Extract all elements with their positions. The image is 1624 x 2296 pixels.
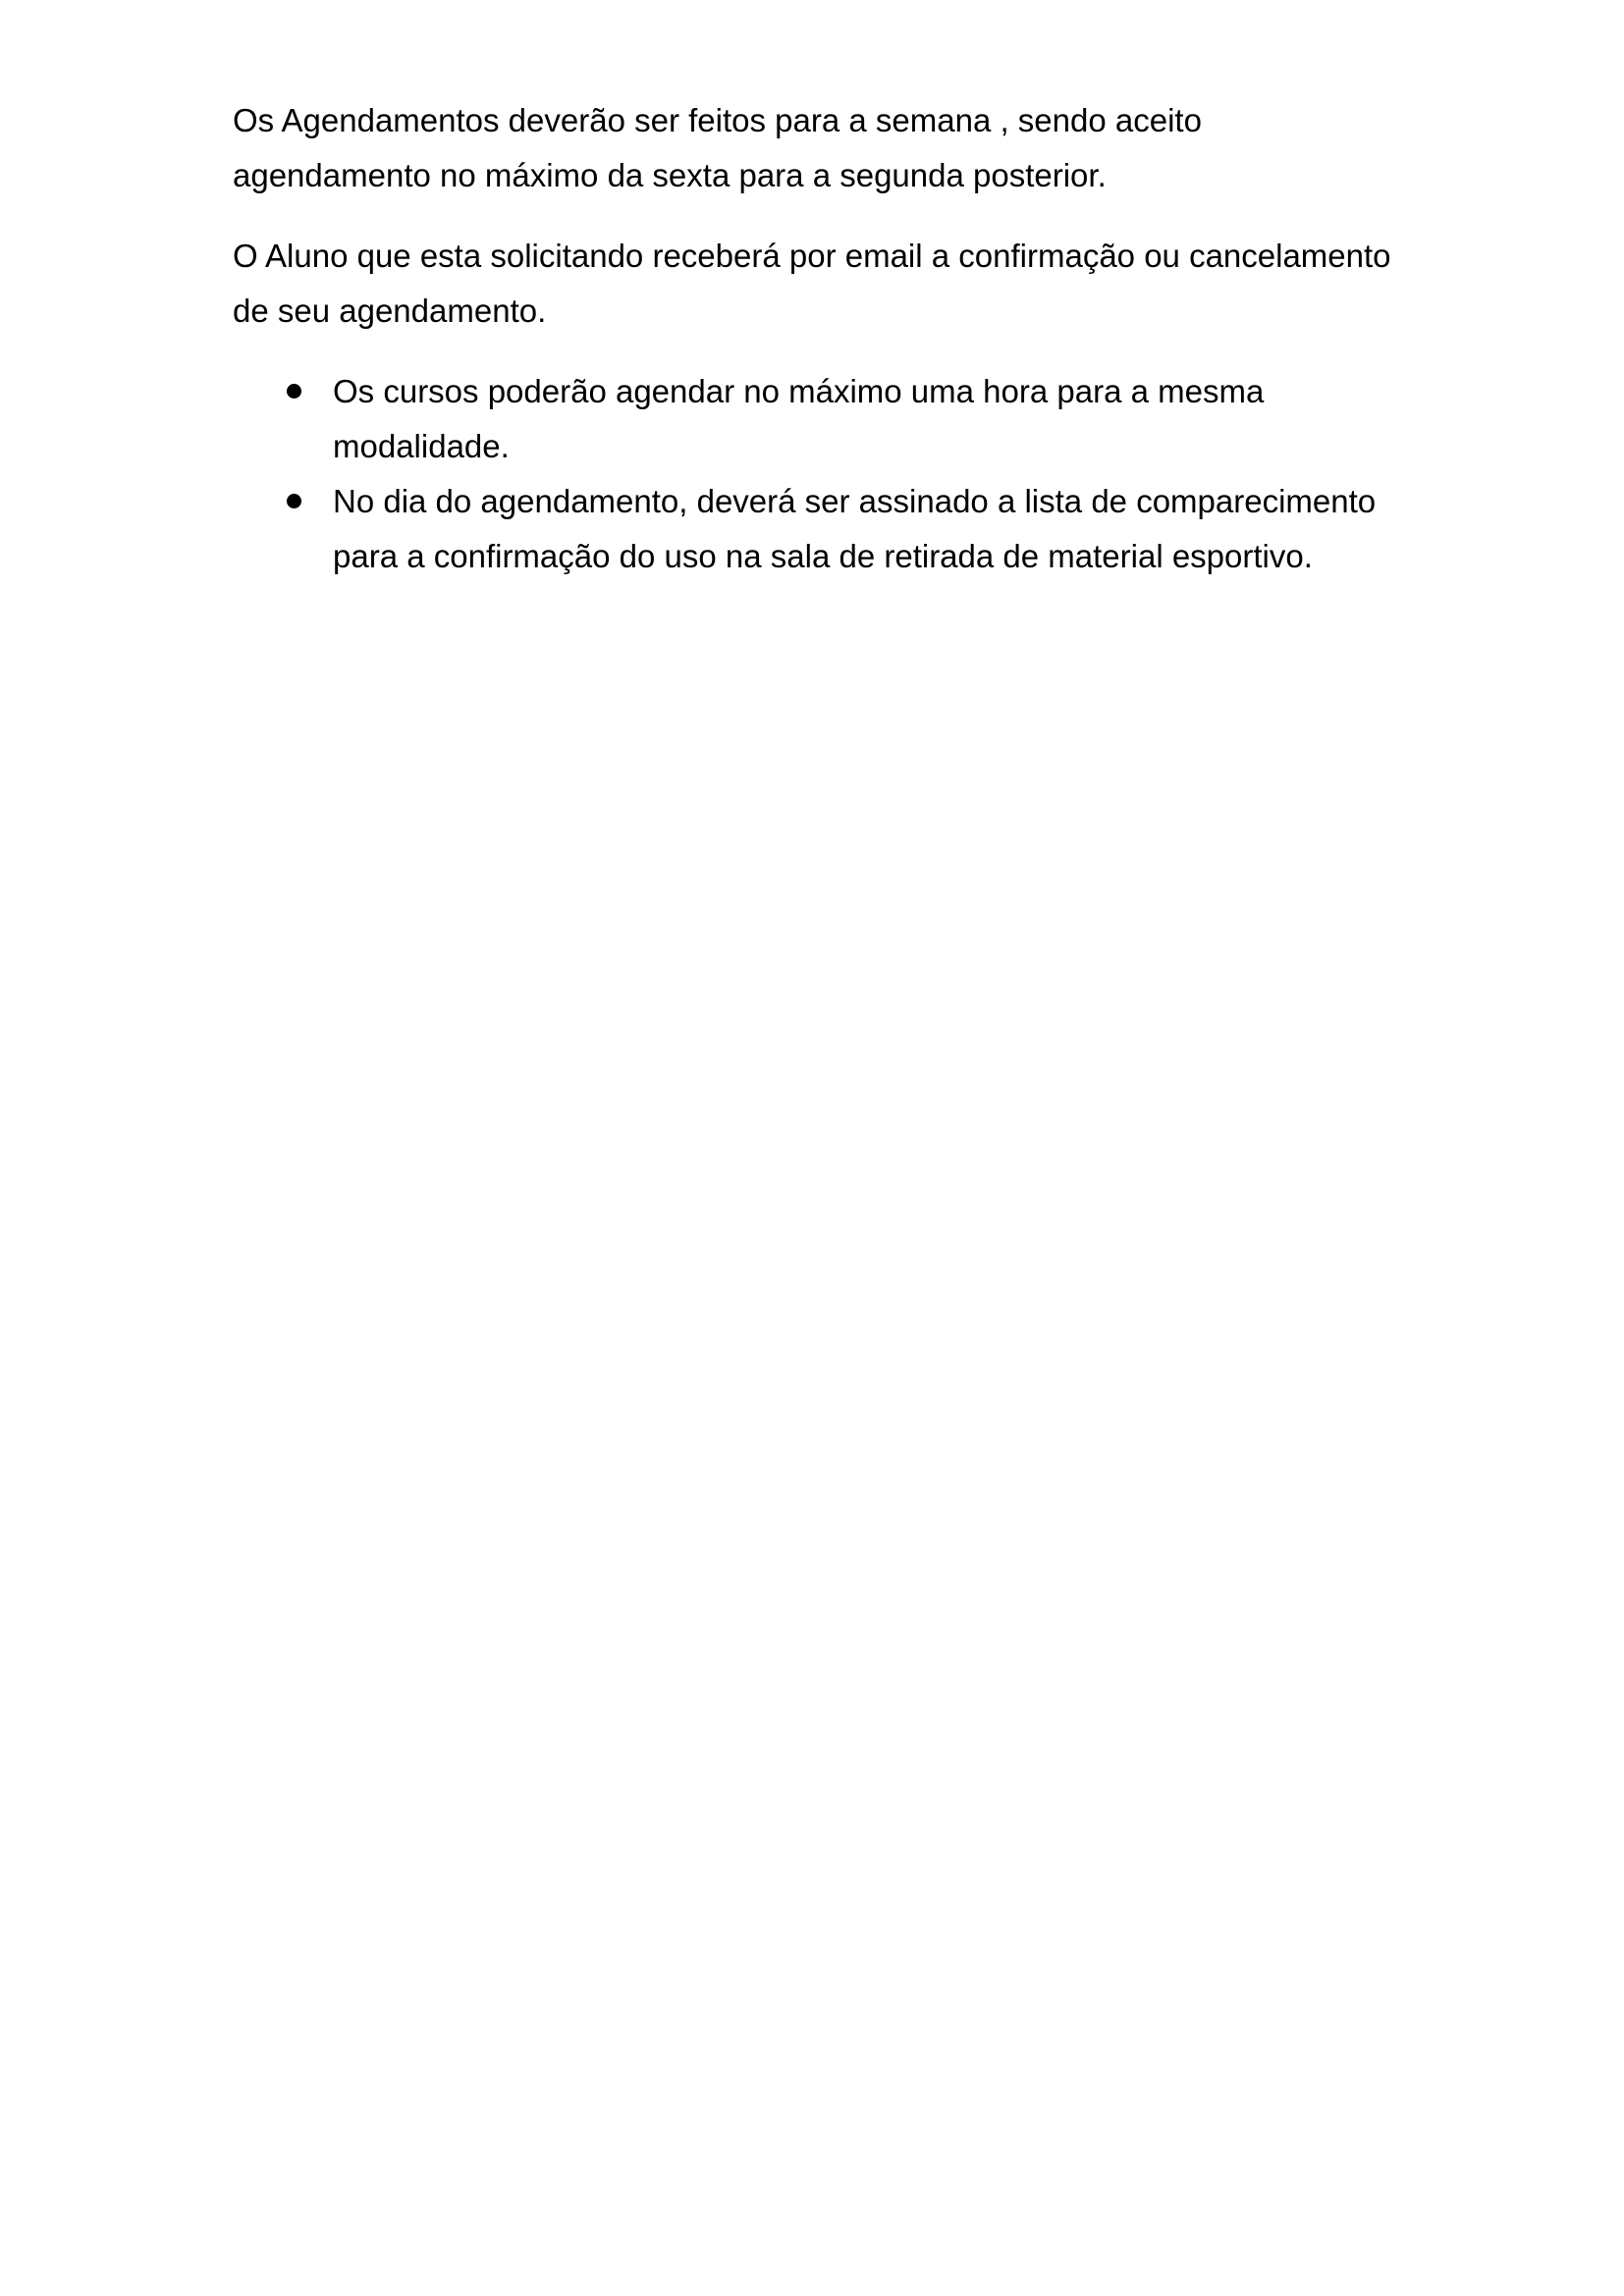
list-item-text: Os cursos poderão agendar no máximo uma hora para a mesma modalidade. — [333, 373, 1265, 464]
bullet-icon — [287, 384, 301, 399]
paragraph-scheduling-rules: Os Agendamentos deverão ser feitos para a semana , sendo aceito agendamento no máximo da sexta para a segunda posterior. — [233, 102, 1202, 193]
document-body — [233, 93, 1391, 584]
bullet-list — [233, 364, 1391, 584]
list-item — [233, 474, 1391, 584]
list-item-text: No dia do agendamento, deverá ser assinado a lista de comparecimento para a confirmação do uso na sala de retirada de material esportivo. — [333, 483, 1377, 574]
bullet-icon — [287, 494, 301, 508]
paragraph-email-confirmation: O Aluno que esta solicitando receberá por email a confirmação ou cancelamento de seu agendamento. — [233, 238, 1391, 329]
list-item — [233, 364, 1391, 474]
